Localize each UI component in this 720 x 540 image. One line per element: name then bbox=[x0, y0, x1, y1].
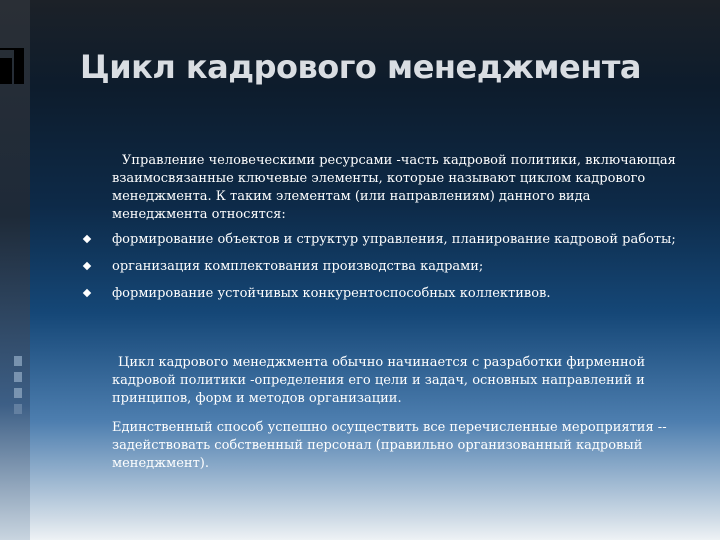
bullet-item bbox=[84, 258, 684, 276]
title-accent-bar bbox=[0, 48, 14, 50]
decor-stripe bbox=[14, 356, 22, 366]
bullet-item bbox=[84, 285, 684, 303]
bullet-text: организация комплектования производства кадрами; bbox=[112, 259, 484, 274]
bullet-marker-icon bbox=[83, 235, 91, 243]
bullet-marker-icon bbox=[83, 289, 91, 297]
bullet-marker-icon bbox=[83, 262, 91, 270]
title-accent-block bbox=[0, 58, 12, 84]
paragraph-cycle-start: Цикл кадрового менеджмента обычно начинается с разработки фирменной кадровой политики -определения его цели и задач, основных направлений и принципов, форм и методов организации. bbox=[112, 355, 646, 406]
bullet-list bbox=[84, 231, 684, 312]
intro-paragraph: Управление человеческими ресурсами -часть кадровой политики, включающая взаимосвязанные ключевые элементы, которые называют циклом кадрового менеджмента. К таким элементам (или направлениям) данного вида менеджмента относятся: bbox=[112, 153, 676, 222]
decor-stripe bbox=[14, 372, 22, 382]
slide-title: Цикл кадрового менеджмента bbox=[80, 48, 641, 86]
bullet-text: формирование устойчивых конкурентоспособных коллективов. bbox=[112, 286, 551, 301]
decor-stripe bbox=[14, 388, 22, 398]
paragraph-conclusion: Единственный способ успешно осуществить все перечисленные мероприятия -- задействовать собственный персонал (правильно организованный кадровый менеджмент). bbox=[112, 420, 667, 471]
bullet-item bbox=[84, 231, 684, 249]
decor-stripe bbox=[14, 404, 22, 414]
bullet-text: формирование объектов и структур управления, планирование кадровой работы; bbox=[112, 232, 676, 247]
title-accent-block bbox=[14, 48, 24, 84]
